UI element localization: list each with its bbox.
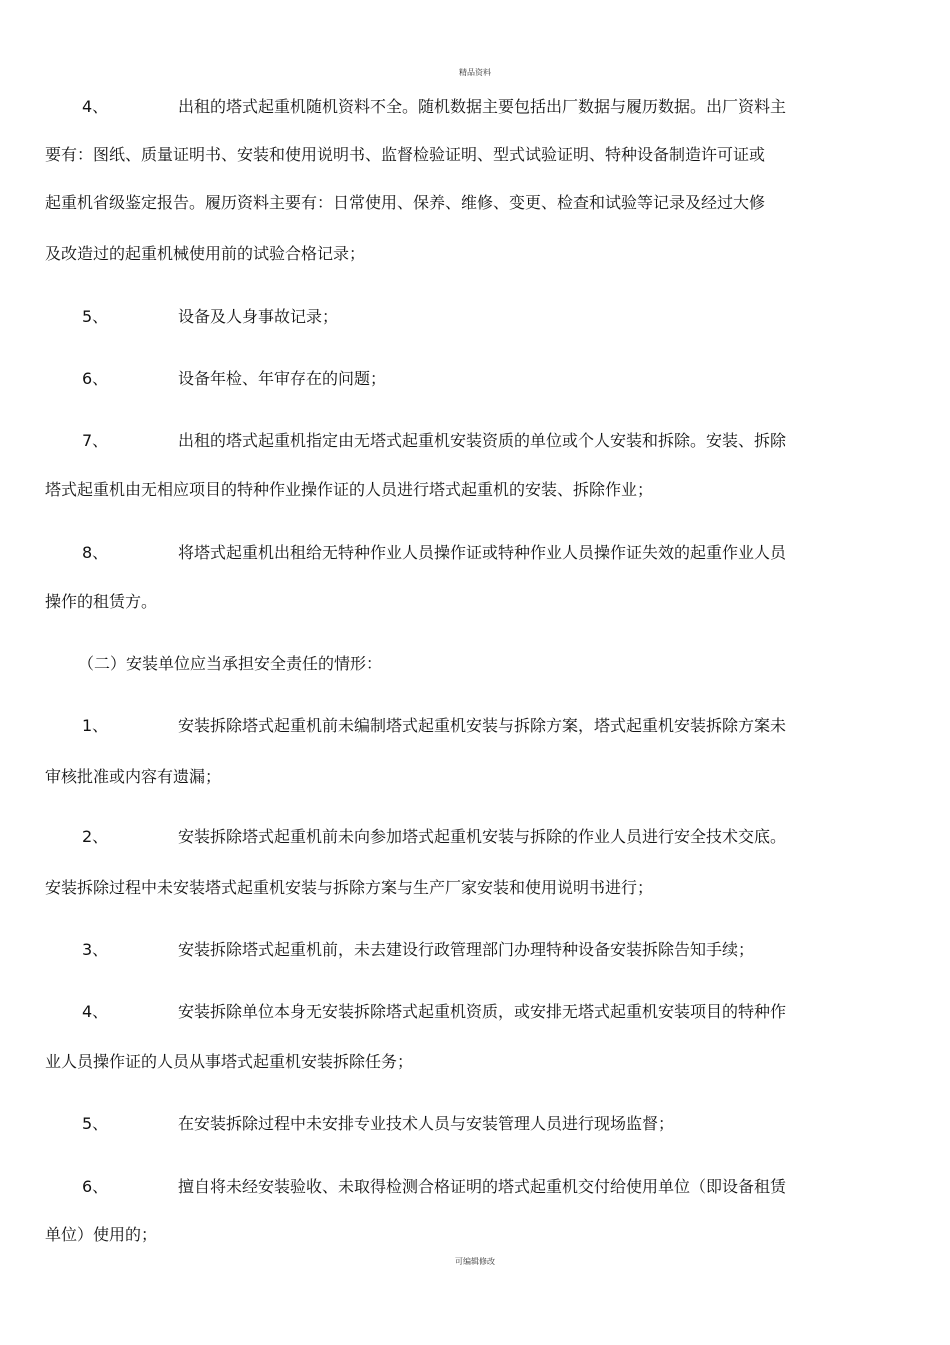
item-number: 4、 — [82, 1002, 109, 1021]
item-text: 出租的塔式起重机随机资料不全。随机数据主要包括出厂数据与履历数据。出厂资料主 — [178, 97, 787, 116]
item-text: 操作的租赁方。 — [45, 592, 158, 611]
item-text: 单位）使用的； — [45, 1225, 158, 1244]
item-text: 要有：图纸、质量证明书、安装和使用说明书、监督检验证明、型式试验证明、特种设备制造许可证或 — [45, 145, 766, 164]
item-text: 审核批准或内容有遗漏； — [45, 767, 222, 786]
item-text: 安装拆除塔式起重机前未向参加塔式起重机安装与拆除的作业人员进行安全技术交底。 — [178, 827, 787, 846]
item-text: 业人员操作证的人员从事塔式起重机安装拆除任务； — [45, 1052, 414, 1071]
item-number: 6、 — [82, 369, 109, 388]
item-text: 安装拆除塔式起重机前，未去建设行政管理部门办理特种设备安装拆除告知手续； — [178, 940, 755, 959]
item-text: 将塔式起重机出租给无特种作业人员操作证或特种作业人员操作证失效的起重作业人员 — [178, 543, 787, 562]
item-number: 6、 — [82, 1177, 109, 1196]
item-text: 出租的塔式起重机指定由无塔式起重机安装资质的单位或个人安装和拆除。安装、拆除 — [178, 431, 787, 450]
page-footer: 可编辑修改 — [455, 1257, 495, 1266]
item-text: 塔式起重机由无相应项目的特种作业操作证的人员进行塔式起重机的安装、拆除作业； — [45, 480, 654, 499]
item-number: 3、 — [82, 940, 109, 959]
item-text: 及改造过的起重机械使用前的试验合格记录； — [45, 244, 366, 263]
item-number: 7、 — [82, 431, 109, 450]
item-text: 设备及人身事故记录； — [178, 307, 339, 326]
section-heading: （二）安装单位应当承担安全责任的情形： — [78, 654, 383, 673]
item-number: 4、 — [82, 97, 109, 116]
item-number: 2、 — [82, 827, 109, 846]
item-text: 起重机省级鉴定报告。履历资料主要有：日常使用、保养、维修、变更、检查和试验等记录及经过大修 — [45, 193, 766, 212]
item-number: 5、 — [82, 1114, 109, 1133]
item-text: 安装拆除塔式起重机前未编制塔式起重机安装与拆除方案，塔式起重机安装拆除方案未 — [178, 716, 787, 735]
item-text: 在安装拆除过程中未安排专业技术人员与安装管理人员进行现场监督； — [178, 1114, 675, 1133]
item-text: 设备年检、年审存在的问题； — [178, 369, 387, 388]
page-header: 精品资料 — [459, 68, 491, 77]
item-text: 擅自将未经安装验收、未取得检测合格证明的塔式起重机交付给使用单位（即设备租赁 — [178, 1177, 787, 1196]
item-text: 安装拆除单位本身无安装拆除塔式起重机资质，或安排无塔式起重机安装项目的特种作 — [178, 1002, 787, 1021]
item-text: 安装拆除过程中未安装塔式起重机安装与拆除方案与生产厂家安装和使用说明书进行； — [45, 878, 654, 897]
item-number: 1、 — [82, 716, 109, 735]
item-number: 5、 — [82, 307, 109, 326]
item-number: 8、 — [82, 543, 109, 562]
